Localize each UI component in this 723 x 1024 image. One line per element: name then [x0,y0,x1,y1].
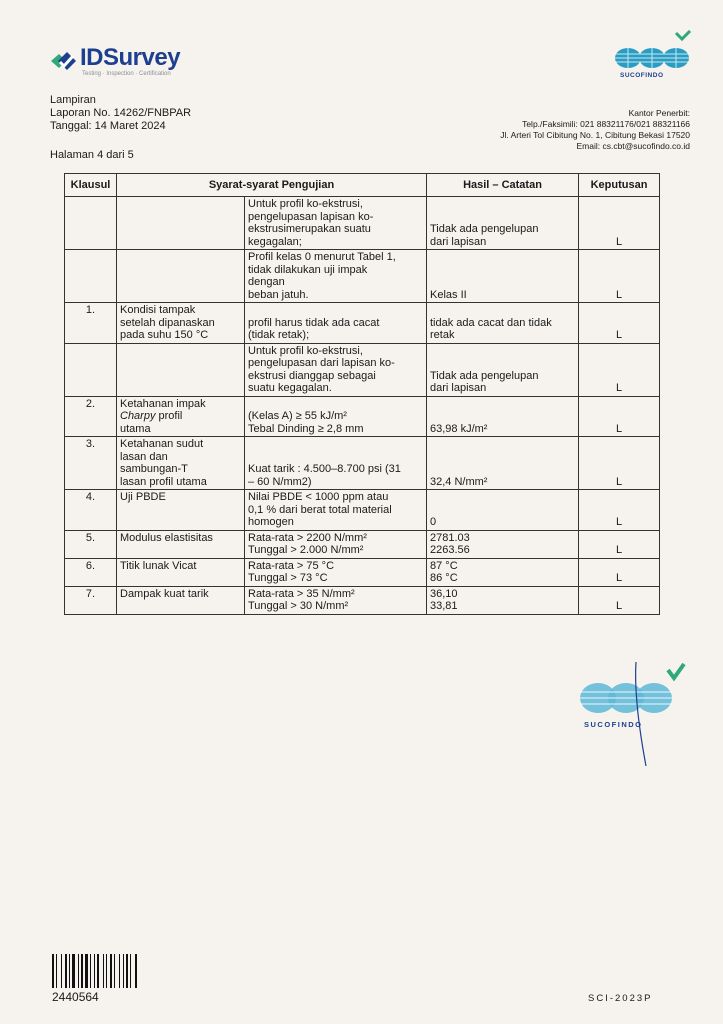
requirement-line: kegagalan; [248,235,302,248]
cell-klausul [65,250,117,303]
idsurvey-brand-name: IDSurvey [80,44,181,71]
requirement-line: – 60 N/mm2) [248,475,312,488]
cell-klausul: 7. [65,586,117,614]
cell-syarat [117,197,245,250]
syarat-line: Ketahanan impak [120,397,206,410]
table-row [65,343,660,396]
cell-hasil [427,490,579,531]
requirement-line: Tebal Dinding ≥ 2,8 mm [248,422,364,435]
requirement-line: Profil kelas 0 menurut Tabel 1, [248,251,396,263]
cell-syarat [117,343,245,396]
barcode-bar [52,954,54,988]
syarat-line: setelah dipanaskan [120,316,215,329]
barcode-bar [106,954,107,988]
cell-requirement [245,197,427,250]
cell-hasil [427,437,579,490]
table-row [65,586,660,614]
requirement-line: (Kelas A) ≥ 55 kJ/m² [248,410,347,422]
syarat-line: lasan dan [120,450,168,463]
barcode-bar [81,954,83,988]
cell-syarat [117,586,245,614]
barcode-bar [114,954,115,988]
table-row [65,396,660,437]
cell-syarat [117,303,245,344]
requirement-line: Rata-rata > 35 N/mm² [248,587,355,600]
cell-hasil [427,250,579,303]
requirement-line: homogen [248,516,294,528]
cell-keputusan: L [579,490,660,531]
barcode-bar [123,954,124,988]
cell-hasil [427,396,579,437]
requirement-line: pengelupasan lapisan ko- [248,210,374,223]
cell-syarat [117,396,245,437]
cell-hasil [427,343,579,396]
barcode-number: 2440564 [52,990,99,1004]
hasil-line: 87 °C [430,559,458,572]
hasil-line: 2781.03 [430,531,470,544]
hasil-line: Tidak ada pengelupan [430,369,539,382]
barcode-bar [103,954,104,988]
barcode-bar [90,954,91,988]
barcode-bar [56,954,57,988]
requirement-line: Untuk profil ko-ekstrusi, [248,198,363,210]
cell-hasil [427,586,579,614]
page-number: Halaman 4 dari 5 [50,149,134,161]
stamp-name: SUCOFINDO [584,720,643,729]
office-phone: Telp./Faksimili: 021 88321176/021 88321166 [522,119,690,129]
table-row [65,530,660,558]
cell-keputusan: L [579,558,660,586]
office-info [500,108,690,152]
requirement-line: dengan [248,276,285,288]
sucofindo-globe-icon [612,30,692,72]
requirement-line: ekstrusi dianggap sebagai [248,369,376,382]
barcode-bar [135,954,137,988]
header-syarat: Syarat-syarat Pengujian [117,174,427,197]
stamp-globe-icon [576,654,688,766]
cell-keputusan: L [579,197,660,250]
barcode-bar [119,954,120,988]
header-hasil: Hasil – Catatan [427,174,579,197]
table-row [65,250,660,303]
syarat-line: Titik lunak Vicat [120,559,197,572]
barcode-bar [61,954,62,988]
barcode-bar [85,954,88,988]
hasil-line: dari lapisan [430,235,487,248]
requirement-line: Untuk profil ko-ekstrusi, [248,344,363,357]
hasil-line: 86 °C [430,572,458,584]
report-lampiran: Lampiran [50,94,96,106]
barcode-bar [78,954,79,988]
barcode-bar [65,954,67,988]
cell-keputusan: L [579,343,660,396]
requirement-line: Rata-rata > 2200 N/mm² [248,531,367,544]
cell-hasil [427,197,579,250]
report-number: Laporan No. 14262/FNBPAR [50,107,192,119]
cell-requirement [245,530,427,558]
footer-code: SCI-2023P [588,993,653,1004]
barcode-bar [130,954,131,988]
syarat-line: sambungan-T [120,463,188,475]
cell-keputusan: L [579,530,660,558]
hasil-line: 2263.56 [430,544,470,556]
cell-requirement [245,558,427,586]
syarat-line: Ketahanan sudut [120,438,204,450]
cell-requirement [245,303,427,344]
barcode-bar [69,954,70,988]
cell-syarat [117,530,245,558]
cell-keputusan: L [579,396,660,437]
requirement-line: ekstrusimerupakan suatu [248,223,371,235]
syarat-line: lasan profil utama [120,475,207,488]
requirement-line: 0,1 % dari berat total material [248,503,392,516]
cell-requirement [245,437,427,490]
barcode [52,954,158,988]
requirement-line: Tunggal > 2.000 N/mm² [248,544,364,556]
office-title: Kantor Penerbit: [628,108,690,118]
barcode-bar [97,954,99,988]
requirement-line: Nilai PBDE < 1000 ppm atau [248,491,389,503]
cell-klausul: 2. [65,396,117,437]
cell-requirement [245,343,427,396]
cell-requirement [245,396,427,437]
header-keputusan: Keputusan [579,174,660,197]
cell-requirement [245,250,427,303]
cell-hasil [427,558,579,586]
cell-hasil [427,303,579,344]
cell-klausul: 5. [65,530,117,558]
requirement-line: (tidak retak); [248,329,310,341]
cell-requirement [245,490,427,531]
office-address: Jl. Arteri Tol Cibitung No. 1, Cibitung Bekasi 17520 [500,130,690,140]
sucofindo-logo [612,30,692,80]
cell-klausul: 4. [65,490,117,531]
cell-klausul: 3. [65,437,117,490]
idsurvey-logo-icon [48,46,78,76]
table-row [65,558,660,586]
requirement-line: Tunggal > 30 N/mm² [248,600,349,612]
report-date: Tanggal: 14 Maret 2024 [50,120,166,132]
requirement-line: pengelupasan dari lapisan ko- [248,357,395,369]
hasil-line: 0 [430,516,437,528]
hasil-line: tidak ada cacat dan tidak [430,316,552,329]
cell-klausul [65,197,117,250]
office-email: Email: cs.cbt@sucofindo.co.id [576,141,690,151]
cell-keputusan: L [579,437,660,490]
hasil-line: 36,10 [430,587,458,600]
barcode-bar [94,954,95,988]
requirement-line: Rata-rata > 75 °C [248,559,335,572]
syarat-line: utama [120,422,151,435]
hasil-line: 63,98 kJ/m² [430,422,488,435]
cell-syarat [117,437,245,490]
requirement-line: tidak dilakukan uji impak [248,263,368,276]
requirement-line: suatu kegagalan. [248,382,332,394]
table-body [65,197,660,615]
cell-syarat [117,490,245,531]
table-row [65,303,660,344]
idsurvey-tagline: Testing · Inspection · Certification [82,71,171,77]
syarat-line: Uji PBDE [120,491,166,503]
report-info [50,94,191,133]
hasil-line: Tidak ada pengelupan [430,223,539,235]
sucofindo-stamp [576,654,688,766]
idsurvey-logo [48,44,208,80]
cell-requirement [245,586,427,614]
table-row [65,490,660,531]
cell-syarat [117,250,245,303]
syarat-line: Modulus elastisitas [120,531,213,544]
requirement-line: profil harus tidak ada cacat [248,316,380,329]
hasil-line: retak [430,329,455,341]
requirement-line: beban jatuh. [248,288,309,301]
table-header-row [65,174,660,197]
requirement-line: Tunggal > 73 °C [248,572,328,584]
table-row [65,197,660,250]
cell-klausul: 6. [65,558,117,586]
hasil-line: dari lapisan [430,382,487,394]
cell-keputusan: L [579,586,660,614]
hasil-line: 33,81 [430,600,458,612]
cell-klausul [65,343,117,396]
cell-keputusan: L [579,250,660,303]
cell-klausul: 1. [65,303,117,344]
barcode-bar [72,954,75,988]
table-row [65,437,660,490]
cell-keputusan: L [579,303,660,344]
syarat-line: Kondisi tampak [120,304,196,316]
cell-hasil [427,530,579,558]
syarat-line: Charpy profil [120,410,183,422]
barcode-bar [110,954,112,988]
hasil-line: Kelas II [430,288,467,301]
test-results-table [64,173,660,615]
hasil-line: 32,4 N/mm² [430,475,488,488]
syarat-line: Dampak kuat tarik [120,587,209,600]
syarat-line: pada suhu 150 °C [120,329,209,341]
requirement-line: Kuat tarik : 4.500–8.700 psi (31 [248,463,401,475]
sucofindo-name: SUCOFINDO [620,72,664,79]
cell-syarat [117,558,245,586]
header-klausul: Klausul [65,174,117,197]
barcode-bar [126,954,128,988]
